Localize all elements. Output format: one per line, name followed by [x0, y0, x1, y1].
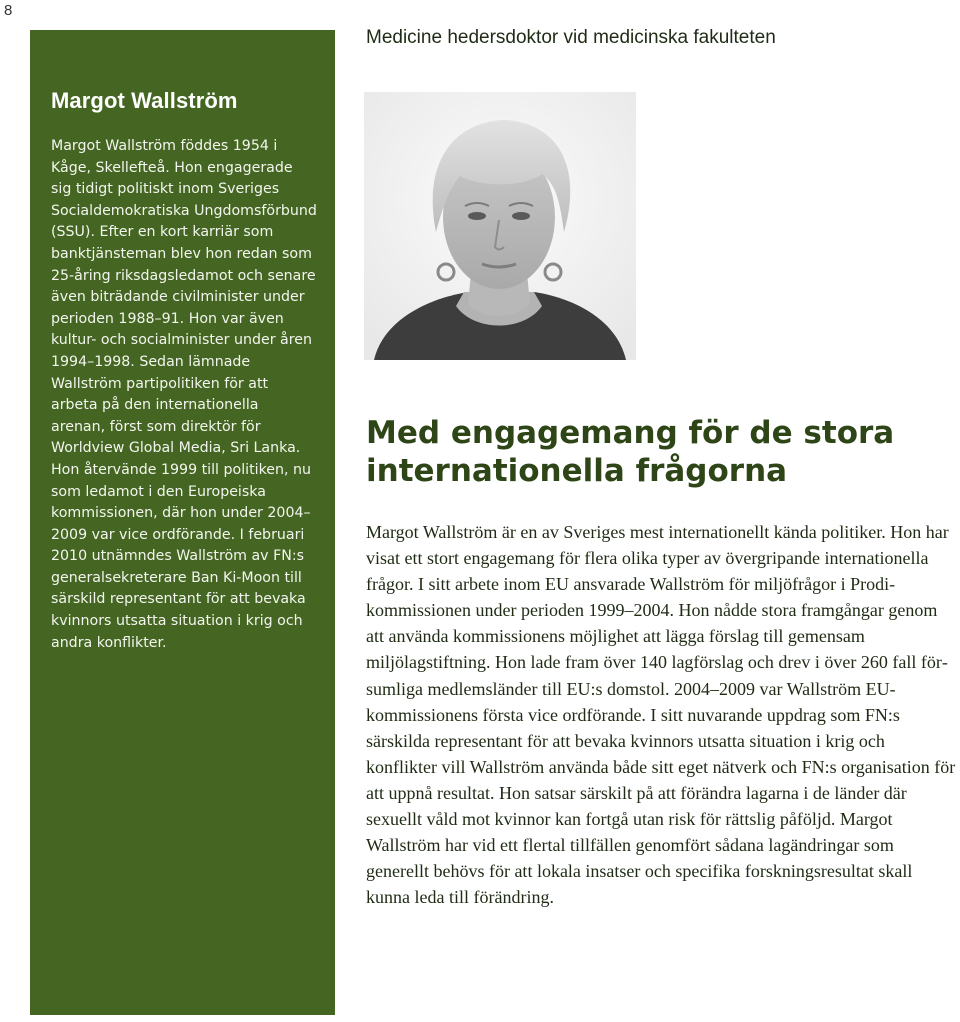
page-number: 8 — [4, 2, 13, 19]
portrait-photo — [364, 92, 636, 360]
sidebar-bio-text: Margot Wallström föddes 1954 i Kåge, Skellefteå. Hon engagerade sig tidigt politiskt inom Sveriges Socialdemokratiska Ungdomsförbund (SSU). Efter en kort karriär som banktjänsteman blev hon redan som 25-åring riksdagsledamot och senare även biträdande civilminister under perioden 1988–91. Hon var även kultur- och socialminister under åren 1994–1998. Sedan lämnade Wallström partipolitiken för att arbeta på den internationella arenan, först som direktör för Worldview Global Media, Sri Lanka. Hon återvände 1999 till politiken, nu som ledamot i den Europeiska kommissionen, där hon under 2004–2009 var vice ordförande. I februari 2010 utnämndes Wallström av FN:s generalsekreterare Ban Ki-Moon till särskild representant för att bevaka kvinnors utsatta situation i krig och andra konflikter. — [51, 138, 317, 651]
sidebar-name-heading: Margot Wallström — [51, 88, 238, 113]
running-head: Medicine hedersdoktor vid medicinska fakulteten — [366, 27, 776, 48]
article-body: Margot Wallström är en av Sveriges mest internationellt kända politiker. Hon har visat ett stort engagemang för flera olika typer av övergripande internationella frågor. I sitt arbete inom EU ansvarade Wallström för miljöfrågor i Prodi-kommissionen under perioden 1999–2004. Hon nådde stora framgångar genom att använda kommissionens möjlighet att lägga förslag till gemensam miljölagstiftning. Hon lade fram över 140 lagförslag och drev i över 260 fall försumliga medlemsländer till EU:s domstol. 2004–2009 var Wallström EU-kommissionens första vice ordförande. I sitt nuvarande uppdrag som FN:s särskilda representant för att bevaka kvinnors utsatta situation i krig och konflikter vill Wallström använda både sitt eget nätverk och FN:s organisation för att uppnå resultat. Hon satsar särskilt på att förändra lagarna i de länder där sexuellt våld mot kvinnor kan fortgå utan risk för rättslig påföljd. Margot Wallström har vid ett flertal tillfällen genomfört sådana lagändringar som generellt behövs för att lokala insatser och specifika forskningsresultat skall kunna leda till förändring. — [366, 522, 956, 908]
bio-sidebar — [30, 30, 335, 1015]
article-headline: Med engagemang för de stora internationella frågorna — [366, 415, 895, 489]
